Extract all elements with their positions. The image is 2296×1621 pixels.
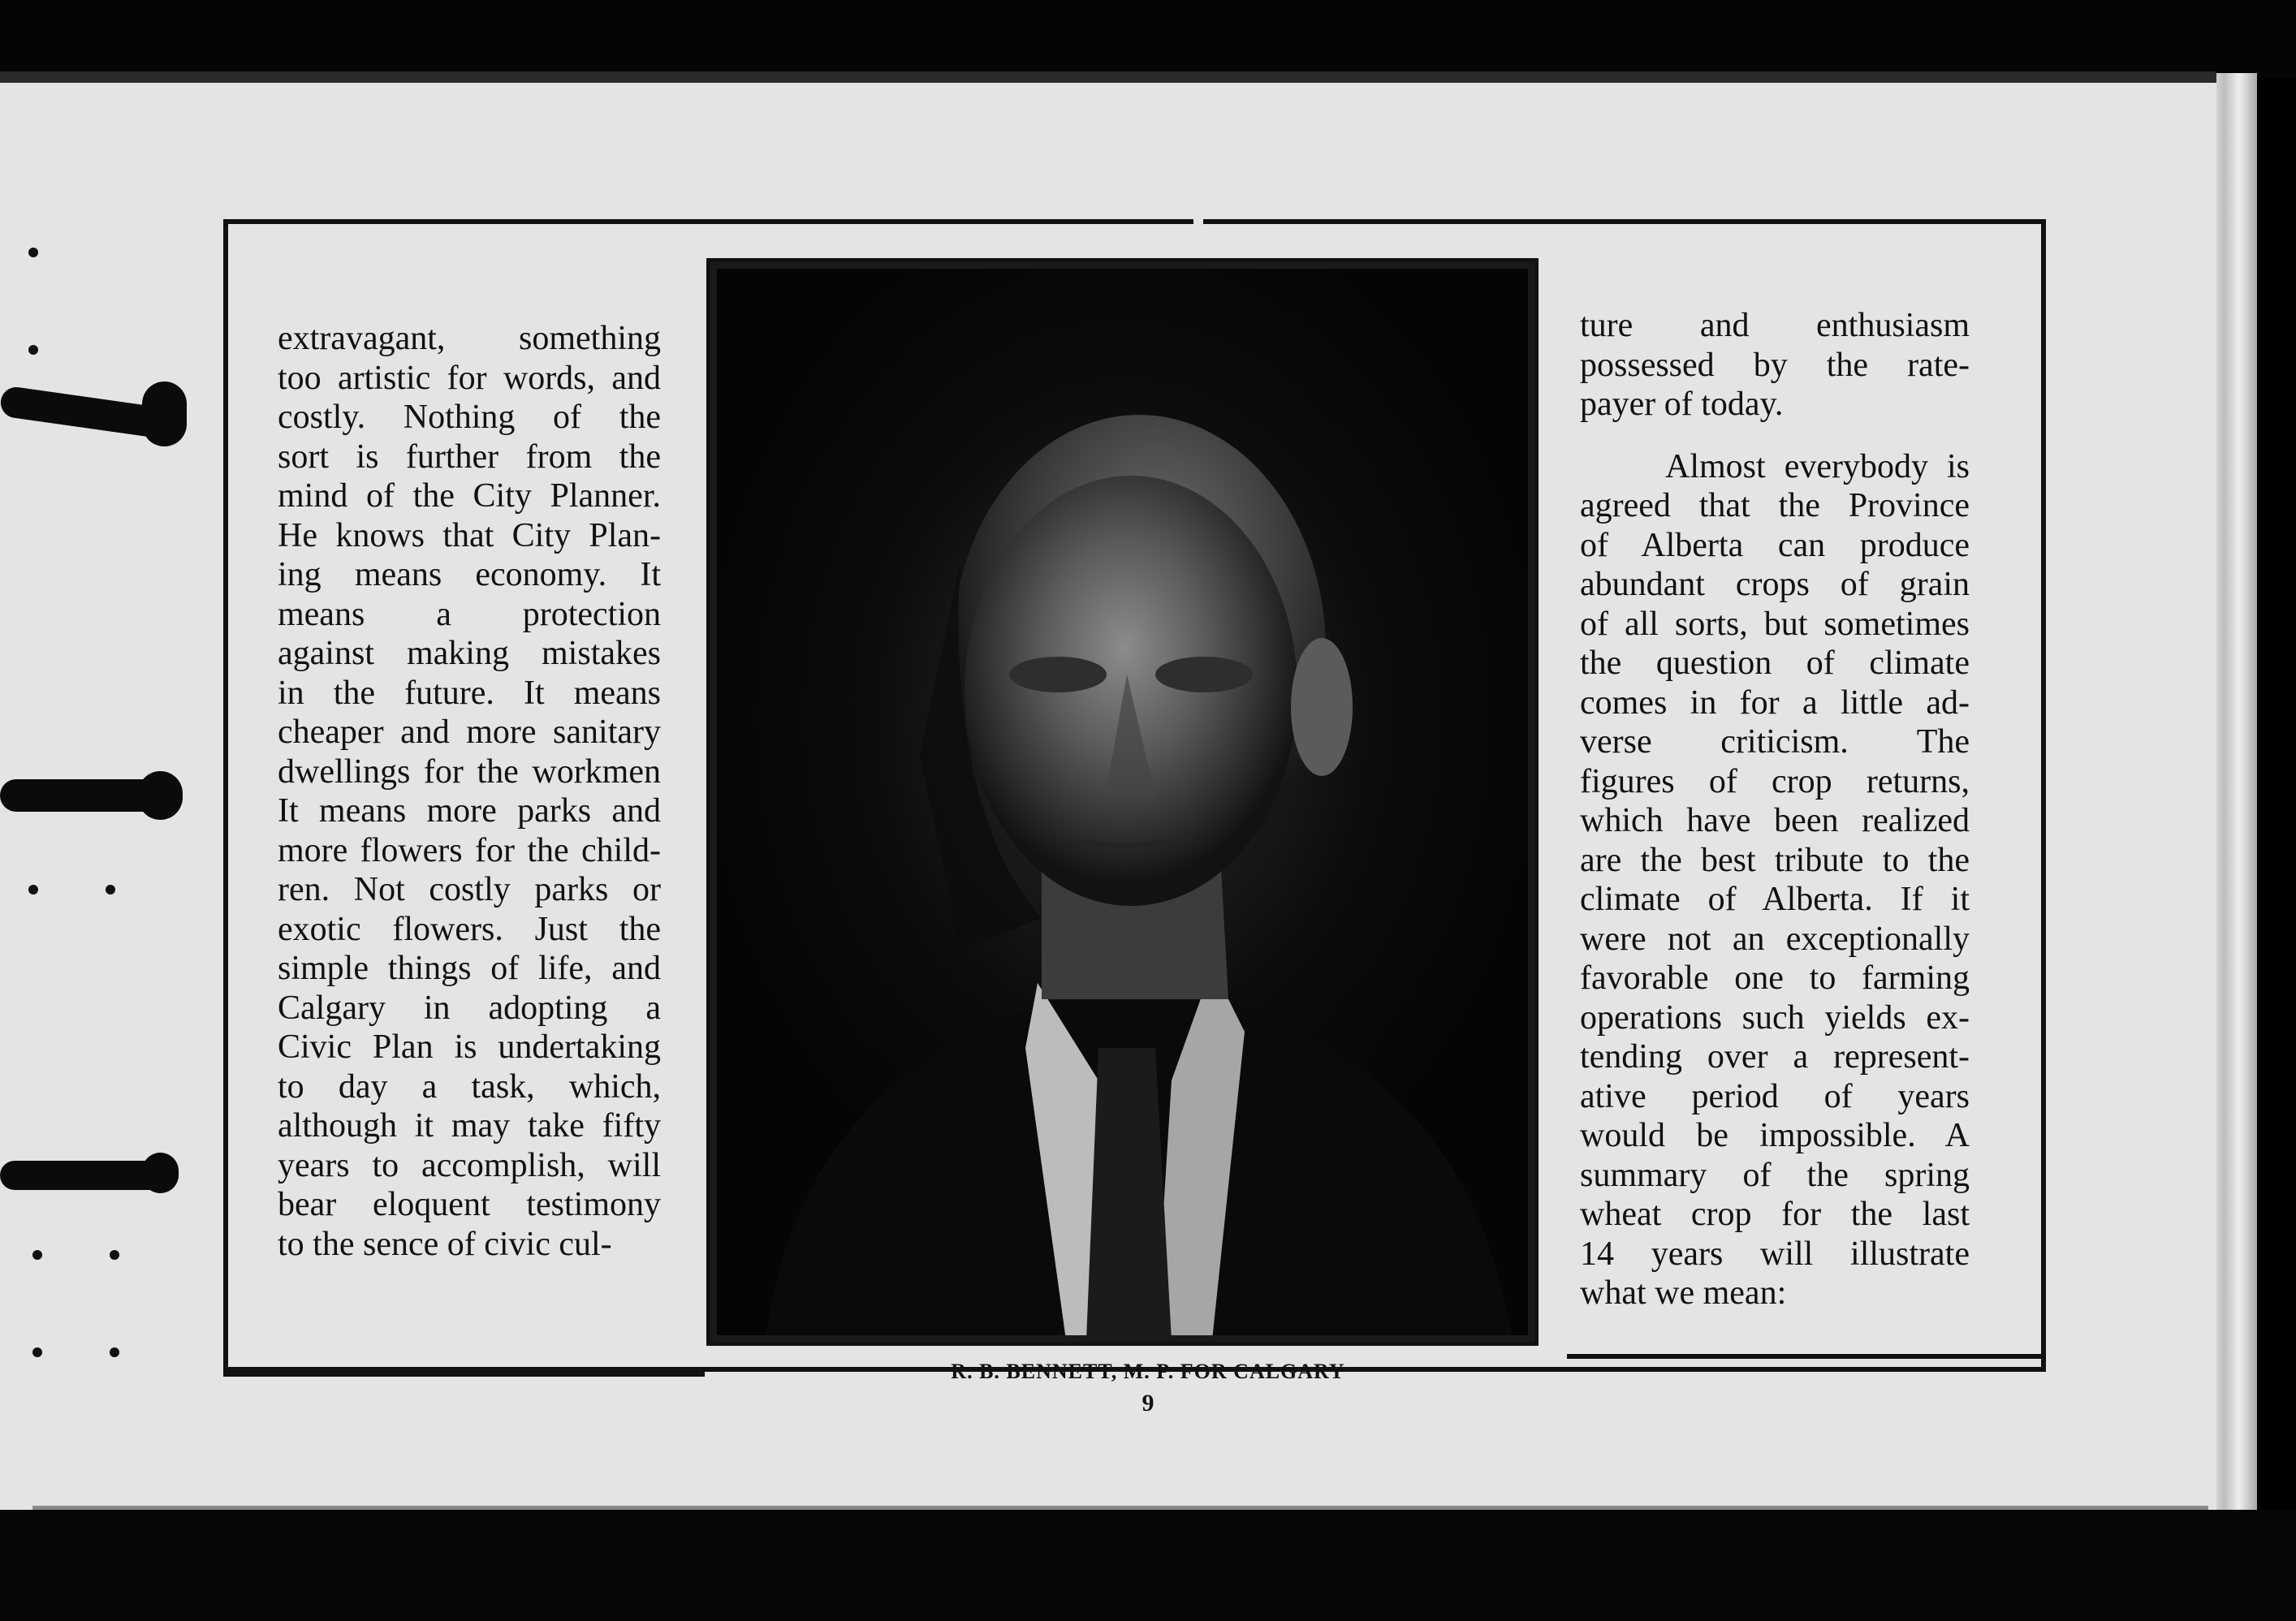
portrait-photo-frame [706, 258, 1539, 1346]
text-line: the question of climate [1580, 645, 1970, 682]
scan-top-margin [0, 0, 2296, 77]
text-line: summary of the spring [1580, 1156, 1970, 1194]
text-line: ative period of years [1580, 1077, 1970, 1115]
photo-caption: R. B. BENNETT, M. P. FOR CALGARY [951, 1360, 1345, 1383]
text-line: simple things of life, and [278, 950, 661, 987]
text-line: in the future. It means [278, 674, 661, 712]
text-line: climate of Alberta. If it [1580, 881, 1970, 918]
text-line: Civic Plan is undertaking [278, 1028, 661, 1066]
text-line: ture and enthusiasm [1580, 307, 1970, 344]
binding-hole [110, 1250, 119, 1260]
text-line: Calgary in adopting a [278, 989, 661, 1027]
text-line: favorable one to farming [1580, 959, 1970, 997]
text-line: figures of crop returns, [1580, 762, 1970, 800]
text-line: tending over a represent- [1580, 1038, 1970, 1076]
text-line: too artistic for words, and [278, 359, 661, 397]
text-line: means a protection [278, 595, 661, 633]
text-line: dwellings for the workmen [278, 752, 661, 791]
text-line: to day a task, which, [278, 1067, 661, 1106]
text-line: against making mistakes [278, 635, 661, 672]
text-line: exotic flowers. Just the [278, 910, 661, 948]
text-line: what we mean: [1580, 1274, 1787, 1312]
paragraph-gap [1580, 425, 1970, 447]
portrait-figure [717, 269, 1528, 1335]
scan-bottom-margin [0, 1510, 2296, 1621]
text-line: mind of the City Planner. [278, 477, 661, 515]
text-line: wheat crop for the last [1580, 1196, 1970, 1233]
text-line: operations such yields ex- [1580, 998, 1970, 1037]
text-line: are the best tribute to the [1580, 841, 1970, 879]
text-line: abundant crops of grain [1580, 566, 1970, 603]
text-line: cheaper and more sanitary [278, 713, 661, 751]
text-line: although it may take fifty [278, 1107, 661, 1145]
text-line: years to accomplish, will [278, 1146, 661, 1184]
binding-hole [106, 885, 115, 895]
binding-hole [32, 1347, 42, 1357]
right-text-column [1580, 306, 1970, 1313]
text-line: extravagant, something [278, 320, 661, 357]
text-line: sort is further from the [278, 438, 661, 476]
page-number: 9 [1142, 1390, 1154, 1416]
binding-hole [110, 1347, 119, 1357]
text-line: were not an exceptionally [1580, 920, 1970, 958]
text-line: Almost everybody is [1665, 447, 1970, 485]
binding-ring-bottom-knob [142, 1153, 179, 1193]
text-line: costly. Nothing of the [278, 399, 661, 436]
text-line: agreed that the Province [1580, 487, 1970, 524]
text-line: of Alberta can produce [1580, 526, 1970, 564]
text-line: verse criticism. The [1580, 723, 1970, 761]
text-line: ing means economy. It [278, 556, 661, 593]
text-line: 14 years will illustrate [1580, 1235, 1970, 1273]
portrait-photo [717, 269, 1528, 1335]
text-line: possessed by the rate- [1580, 346, 1970, 384]
text-line: He knows that City Plan- [278, 516, 661, 554]
text-line: would be impossible. A [1580, 1117, 1970, 1154]
text-line: It means more parks and [278, 792, 661, 830]
binding-hole [28, 248, 38, 257]
binding-hole [32, 1250, 42, 1260]
text-line: which have been realized [1580, 802, 1970, 839]
binding-hole [28, 885, 38, 895]
text-line: bear eloquent testimony [278, 1186, 661, 1223]
text-line: to the sence of civic cul- [278, 1225, 612, 1263]
frame-rule-break [1193, 213, 1203, 226]
text-line: more flowers for the child- [278, 831, 661, 869]
binding-ring-top-knob [142, 382, 187, 446]
left-text-column [278, 319, 661, 1264]
bottom-rule-right [1567, 1354, 2046, 1359]
text-line: ren. Not costly parks or [278, 871, 661, 908]
text-line: comes in for a little ad- [1580, 683, 1970, 722]
text-line: payer of today. [1580, 386, 1784, 423]
binding-hole [28, 345, 38, 355]
binding-ring-middle-knob [138, 771, 183, 820]
text-line: of all sorts, but sometimes [1580, 605, 1970, 643]
